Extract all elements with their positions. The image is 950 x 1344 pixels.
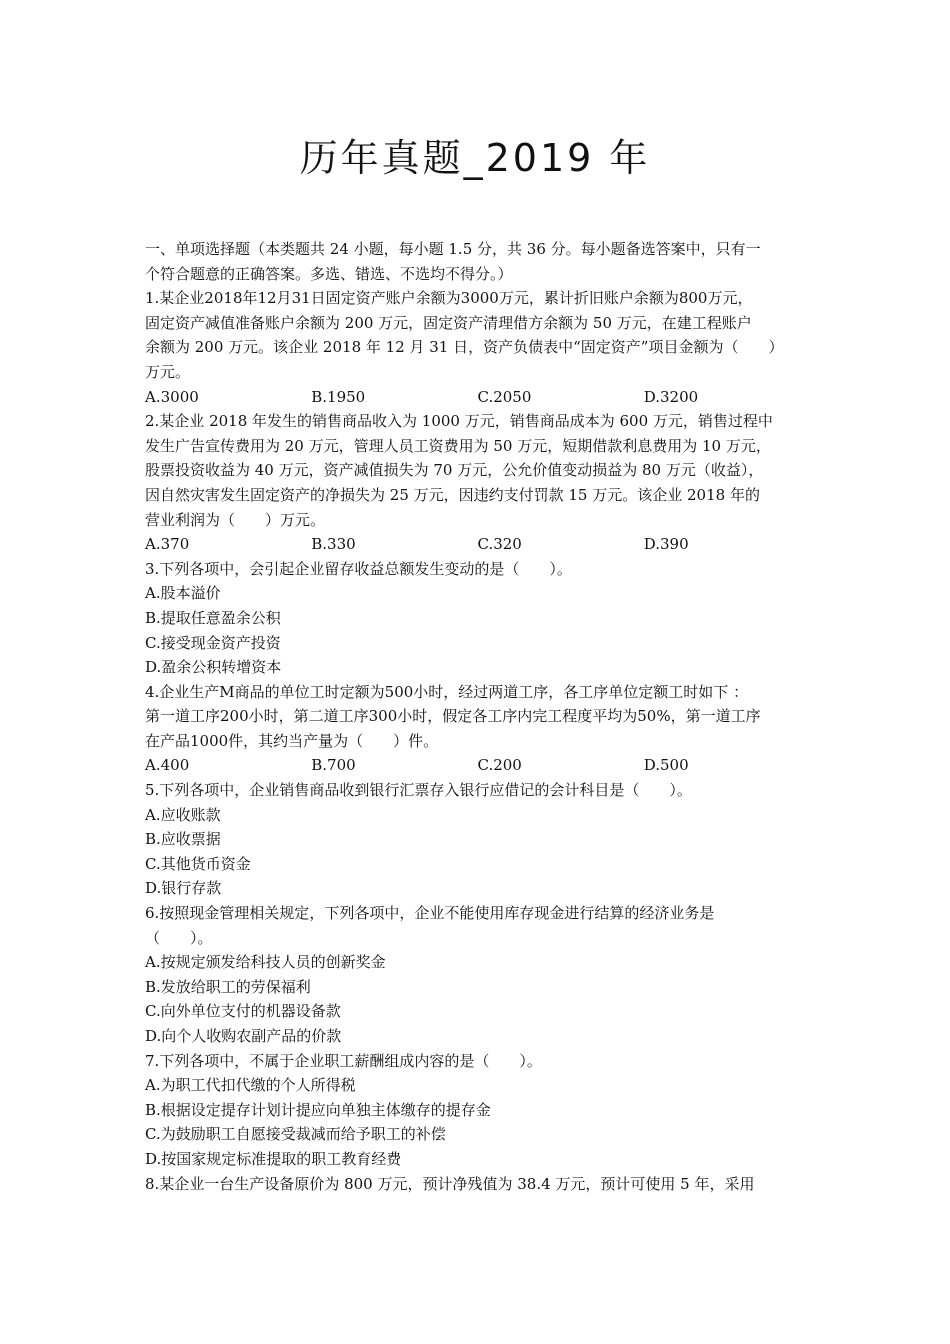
question-text-line: 余额为 200 万元。该企业 2018 年 12 月 31 日，资产负债表中“固定资产”项目金额为（ ） xyxy=(145,338,784,357)
question-text-line: 万元。 xyxy=(145,362,191,381)
option-a: A.股本溢价 xyxy=(145,584,221,603)
option-b: B.700 xyxy=(311,756,356,775)
question-text-line: 8.某企业一台生产设备原价为 800 万元，预计净残值为 38.4 万元，预计可使用 5 年，采用 xyxy=(145,1174,755,1193)
option-c: C.其他货币资金 xyxy=(145,854,251,873)
option-c: C.320 xyxy=(477,535,522,554)
question-8 xyxy=(145,1172,810,1197)
option-c: C.向外单位支付的机器设备款 xyxy=(145,1002,341,1021)
option-d: D.银行存款 xyxy=(145,879,222,898)
option-d: D.390 xyxy=(643,535,689,554)
option-b: B.根据设定提存计划计提应向单独主体缴存的提存金 xyxy=(145,1100,491,1119)
options-row xyxy=(145,385,810,410)
option-a: A.按规定颁发给科技人员的创新奖金 xyxy=(145,953,386,972)
question-7 xyxy=(145,1049,810,1172)
section-heading-line-2: 个符合题意的正确答案。多选、错选、不选均不得分。） xyxy=(145,264,513,283)
document-body xyxy=(145,237,810,1196)
question-5 xyxy=(145,778,810,901)
option-b: B.应收票据 xyxy=(145,830,221,849)
option-d: D.按国家规定标准提取的职工教育经费 xyxy=(145,1149,402,1168)
option-a: A.400 xyxy=(145,756,190,775)
option-a: A.为职工代扣代缴的个人所得税 xyxy=(145,1076,356,1095)
option-d: D.500 xyxy=(643,756,689,775)
option-d: D.盈余公积转增资本 xyxy=(145,658,282,677)
question-text-line: 营业利润为（ ）万元。 xyxy=(145,510,326,529)
question-text-line: 1.某企业2018年12月31日固定资产账户余额为3000万元，累计折旧账户余额为800万元， xyxy=(145,289,753,308)
options-row xyxy=(145,532,810,557)
option-a: A.3000 xyxy=(145,387,199,406)
option-b: B.1950 xyxy=(311,387,366,406)
question-text-line: （ ）。 xyxy=(145,928,213,947)
question-text-line: 在产品1000件，其约当产量为（ ）件。 xyxy=(145,731,439,750)
option-c: C.200 xyxy=(477,756,522,775)
question-text-line: 7.下列各项中，不属于企业职工薪酬组成内容的是（ ）。 xyxy=(145,1051,542,1070)
question-text-line: 6.按照现金管理相关规定，下列各项中，企业不能使用库存现金进行结算的经济业务是 xyxy=(145,904,715,923)
question-text-line: 股票投资收益为 40 万元，资产减值损失为 70 万元，公允价值变动损益为 80 万元（收益）， xyxy=(145,461,764,480)
option-b: B.提取任意盈余公积 xyxy=(145,608,281,627)
section-heading-line-1: 一、单项选择题（本类题共 24 小题，每小题 1.5 分，共 36 分。每小题备选答案中，只有一 xyxy=(145,240,761,258)
option-a: A.应收账款 xyxy=(145,805,221,824)
page-title: 历年真题_2019 年 xyxy=(299,136,651,180)
option-a: A.370 xyxy=(145,535,190,554)
question-text-line: 固定资产减值准备账户余额为 200 万元，固定资产清理借方余额为 50 万元，在建工程账户 xyxy=(145,313,752,332)
question-text-line: 3.下列各项中，会引起企业留存收益总额发生变动的是（ ）。 xyxy=(145,559,572,578)
question-1 xyxy=(145,286,810,409)
question-4 xyxy=(145,680,810,778)
option-c: C.为鼓励职工自愿接受裁减而给予职工的补偿 xyxy=(145,1125,446,1144)
option-b: B.发放给职工的劳保福利 xyxy=(145,977,311,996)
question-text-line: 因自然灾害发生固定资产的净损失为 25 万元，因违约支付罚款 15 万元。该企业 2018 年的 xyxy=(145,485,760,504)
option-d: D.3200 xyxy=(643,387,699,406)
question-text-line: 发生广告宣传费用为 20 万元，管理人员工资费用为 50 万元，短期借款利息费用为 10 万元， xyxy=(145,436,771,455)
question-2 xyxy=(145,409,810,557)
question-text-line: 5.下列各项中，企业销售商品收到银行汇票存入银行应借记的会计科目是（ ）。 xyxy=(145,781,692,800)
option-d: D.向个人收购农副产品的价款 xyxy=(145,1027,342,1045)
options-row xyxy=(145,753,810,778)
question-text-line: 2.某企业 2018 年发生的销售商品收入为 1000 万元，销售商品成本为 600 万元，销售过程中 xyxy=(145,412,773,431)
question-text-line: 4.企业生产M商品的单位工时定额为500小时，经过两道工序，各工序单位定额工时如下 ： xyxy=(145,682,749,701)
option-c: C.接受现金资产投资 xyxy=(145,633,281,652)
option-b: B.330 xyxy=(311,535,356,554)
question-text-line: 第一道工序200小时，第二道工序300小时，假定各工序内完工程度平均为50%，第一道工序 xyxy=(145,707,761,726)
option-c: C.2050 xyxy=(477,387,532,406)
question-6 xyxy=(145,901,810,1049)
question-3 xyxy=(145,557,810,680)
